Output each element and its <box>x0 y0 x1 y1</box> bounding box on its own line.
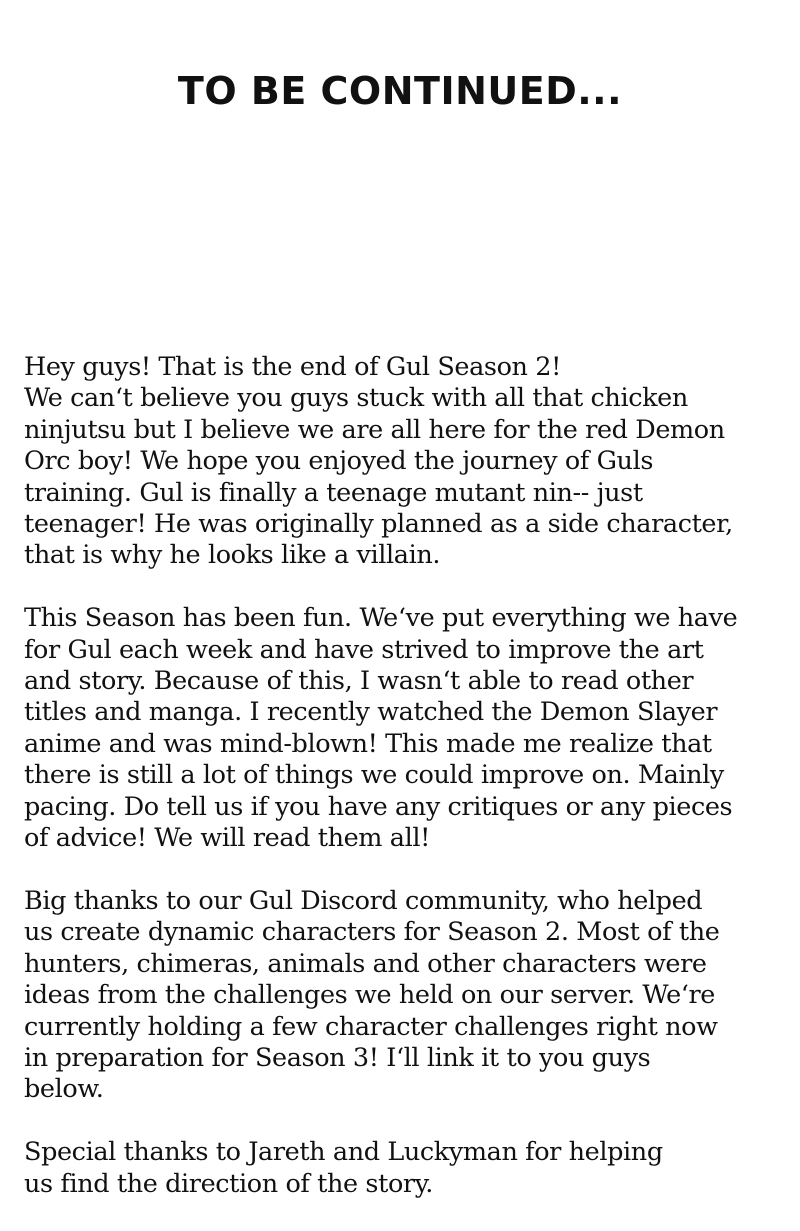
text-line: below. <box>24 1074 104 1105</box>
text-line: anime and was mind-blown! This made me realize that <box>24 728 712 759</box>
page-title: TO BE CONTINUED... <box>177 69 623 113</box>
text-line: Special thanks to Jareth and Luckyman for helping <box>24 1137 663 1168</box>
text-line: for Gul each week and have strived to improve the art <box>24 634 704 665</box>
text-line: titles and manga. I recently watched the Demon Slayer <box>24 697 718 728</box>
text-line: Hey guys! That is the end of Gul Season 2! <box>24 352 561 382</box>
text-line: This Season has been fun. We‘ve put everything we have <box>24 603 738 634</box>
text-line: and story. Because of this, I wasn‘t able to read other <box>24 666 694 697</box>
author-note <box>24 352 794 1231</box>
text-line: pacing. Do tell us if you have any critiques or any pieces <box>24 791 733 822</box>
text-line: training. Gul is finally a teenage mutant nin-- just <box>24 477 643 508</box>
text-line: that is why he looks like a villain. <box>24 540 441 571</box>
text-line: ninjutsu but I believe we are all here for the red Demon <box>24 414 725 445</box>
text-line: teenager! He was originally planned as a side character, <box>24 509 733 540</box>
text-line: currently holding a few character challenges right now <box>24 1011 718 1042</box>
text-line: Big thanks to our Gul Discord community, who helped <box>24 885 703 916</box>
text-line: ideas from the challenges we held on our server. We‘re <box>24 980 715 1011</box>
paragraph-discord-thanks <box>24 886 794 1106</box>
text-line: us create dynamic characters for Season 2. Most of the <box>24 917 720 948</box>
text-line: in preparation for Season 3! I‘ll link it to you guys <box>24 1042 651 1073</box>
text-line: of advice! We will read them all! <box>24 823 430 854</box>
text-line: there is still a lot of things we could improve on. Mainly <box>24 760 724 791</box>
text-line: hunters, chimeras, animals and other characters were <box>24 948 707 979</box>
text-line: us find the direction of the story. <box>24 1168 434 1199</box>
paragraph-season-reflection <box>24 603 794 854</box>
text-line: Orc boy! We hope you enjoyed the journey of Guls <box>24 446 654 477</box>
text-line: We can‘t believe you guys stuck with all that chicken <box>24 383 688 414</box>
paragraph-season-end <box>24 352 794 572</box>
paragraph-special-thanks <box>24 1137 794 1200</box>
